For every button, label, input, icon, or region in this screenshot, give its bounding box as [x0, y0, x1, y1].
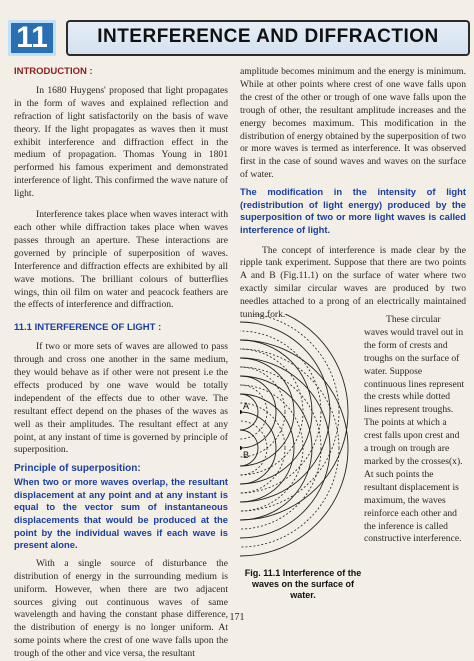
- source-b-dot: [240, 446, 242, 450]
- right-paragraph-1: amplitude becomes minimum and the energy is minimum. While at other points where crest of one wave falls upon the crest of the other or trough of one wave falls upon the trough of other, the resultant amplitude increases and the energy becomes maximum. This modification in the distribution of energy obtained by the superposition of two or more waves is termed as interference. It was observed first in the case of sound waves and waves on the surface of water.: [240, 66, 466, 181]
- interference-definition: The modification in the intensity of light (redistribution of light energy) produced by the superposition of two or more light waves is called interference of light.: [240, 186, 466, 235]
- chapter-title-band: [66, 20, 470, 56]
- label-a: A: [243, 401, 250, 411]
- figure-side-text: [364, 314, 466, 546]
- section-heading: 11.1 INTERFERENCE OF LIGHT :: [14, 322, 162, 334]
- principle-paragraph: With a single source of disturbance the distribution of energy in the surrounding medium is uniform. However, when there are two adjacent sources giving out continuous waves of same wavelength and having the constant phase difference, the distribution of energy is no longer uniform. At some points where the crest of one wave falls upon the trough of the other and vice versa, the resultant: [14, 557, 228, 660]
- source-a-dot: [240, 410, 242, 414]
- right-column: [240, 66, 466, 322]
- chapter-title: INTERFERENCE AND DIFFRACTION: [97, 26, 439, 47]
- left-column: [14, 66, 228, 661]
- page-number: 171: [229, 612, 245, 623]
- right-paragraph-2: The concept of interference is made clear by the ripple tank experiment. Suppose that there are two points A and B (Fig.11.1) on the surface of water where two exactly similar circular waves are produced by two needles attached to a prong of an electrically maintained tuning fork.: [240, 244, 466, 321]
- intro-paragraph-1: In 1680 Huygens' proposed that light propagates in the form of waves and explained reflection and refraction of light satisfactorily on the basis of wave theory. If the light propagates as waves then it must exhibit interference and diffraction effect in the medium of propagation. Thomas Young in 1801 performed his famous experiment and demonstrated interference of light. This confirmed the wave nature of light.: [14, 84, 228, 200]
- figure-caption: Fig. 11.1 Interference of the waves on the surface of water.: [244, 568, 362, 600]
- wave-interference-figure: [240, 314, 362, 564]
- chapter-header: [0, 0, 474, 58]
- label-b: B: [243, 450, 250, 460]
- intro-paragraph-2: Interference takes place when waves interact with each other while diffraction takes place when waves passes through an aperture. These interactions are governed by principle of superposition of waves. Interference and diffraction effects are exhibited by all wave motions. The brilliant colours of butterflies wings, thin oil film on water and peacock feathers are the effects of interference and diffraction.: [14, 209, 228, 311]
- principle-definition: When two or more waves overlap, the resultant displacement at any point and at any instant is equal to the vector sum of instantaneous displacements that would be produced at the point by the individual waves if each wave is present alone.: [14, 476, 228, 551]
- intro-heading: INTRODUCTION :: [14, 66, 93, 77]
- section-paragraph: If two or more sets of waves are allowed to pass through and cross one another in the same medium, they would behave as if other were not present i.e the effects produced by one wave would be totally independent of the effects due to other wave. The resultant effect depend on the phases of the waves as well as their amplitudes. The resultant effect at any point, at any instant of time is governed by principle of superposition.: [14, 341, 228, 456]
- side-paragraph: These circular waves would travel out in the form of crests and troughs on the surface of water. Suppose continuous lines represent the crests while dotted lines represent troughs. The points at which a crest falls upon crest and a trough on trough are marked by the crosses(x). At such points the resultant displacement is maximum, the waves reinforce each other and the inference is called constructive interference.: [364, 314, 465, 545]
- chapter-number: 11: [8, 20, 56, 56]
- principle-heading: Principle of superposition:: [14, 463, 141, 475]
